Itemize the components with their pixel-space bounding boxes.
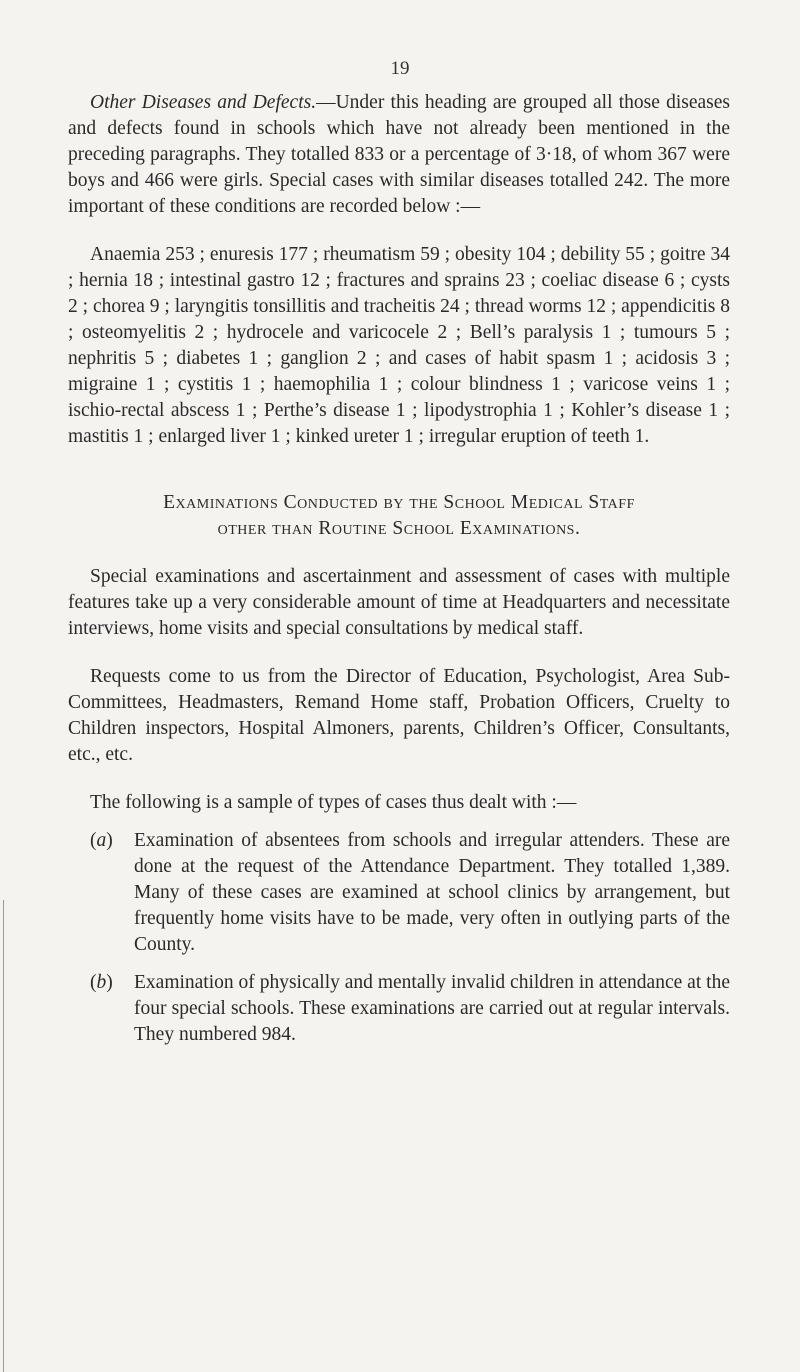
sample-intro-paragraph: The following is a sample of types of cases thus dealt with :— xyxy=(90,792,577,813)
requests-paragraph: Requests come to us from the Director of Education, Psychologist, Area Sub-Committees, Headmasters, Remand Home staff, Probation Officers, Cruelty to Children inspectors, Hospital Almoners, parents, Children’s Officer, Consultants, etc., etc. xyxy=(68,666,730,765)
page-edge-rule xyxy=(3,900,4,1372)
list-item-a-text: Examination of absentees from schools and irregular attenders. These are done at the request of the Attendance Department. They totalled 1,389. Many of these cases are examined at school clinics by arrangement, but frequently home visits have to be made, very often in outlying parts of the County. xyxy=(134,830,730,955)
list-item-b-text: Examination of physically and mentally invalid children in attendance at the four special schools. These examinations are carried out at regular intervals. They numbered 984. xyxy=(134,972,730,1045)
other-diseases-lead: Other Diseases and Defects. xyxy=(90,92,317,113)
section-heading xyxy=(68,490,730,542)
other-diseases-text: —Under this heading are grouped all those diseases and defects found in schools which have not already been mentioned in the preceding paragraphs. They totalled 833 or a percentage of 3·18, of whom 367 were boys and 466 were girls. Special cases with similar diseases totalled 242. The more important of these conditions are recorded below :— xyxy=(68,92,730,217)
special-examinations-paragraph: Special examinations and ascertainment and assessment of cases with multiple features take up a very considerable amount of time at Headquarters and necessitate interviews, home visits and special consultations by medical staff. xyxy=(68,566,730,639)
conditions-list: Anaemia 253 ; enuresis 177 ; rheumatism 59 ; obesity 104 ; debility 55 ; goitre 34 ; hernia 18 ; intestinal gastro 12 ; fractures and sprains 23 ; coeliac disease 6 ; cysts 2 ; chorea 9 ; laryngitis tonsillitis and tracheitis 24 ; thread worms 12 ; appendicitis 8 ; osteomyelitis 2 ; hydrocele and varicocele 2 ; Bell’s paralysis 1 ; tumours 5 ; nephritis 5 ; diabetes 1 ; ganglion 2 ; and cases of habit spasm 1 ; acidosis 3 ; migraine 1 ; cystitis 1 ; haemophilia 1 ; colour blindness 1 ; varicose veins 1 ; ischio-rectal abscess 1 ; Perthe’s disease 1 ; lipodystrophia 1 ; Kohler’s disease 1 ; mastitis 1 ; enlarged liver 1 ; kinked ureter 1 ; irregular eruption of teeth 1. xyxy=(68,244,730,447)
other-diseases-paragraph xyxy=(68,90,730,220)
page-number: 19 xyxy=(390,58,410,79)
page-body xyxy=(68,90,730,1060)
list-marker-a: (a) xyxy=(90,830,113,851)
list-item-a xyxy=(90,828,730,958)
section-heading-line1: Examinations Conducted by the School Medical Staff xyxy=(163,492,635,513)
list-item-b xyxy=(90,970,730,1048)
list-marker-b: (b) xyxy=(90,972,113,993)
section-heading-line2: other than Routine School Examinations. xyxy=(217,518,581,539)
